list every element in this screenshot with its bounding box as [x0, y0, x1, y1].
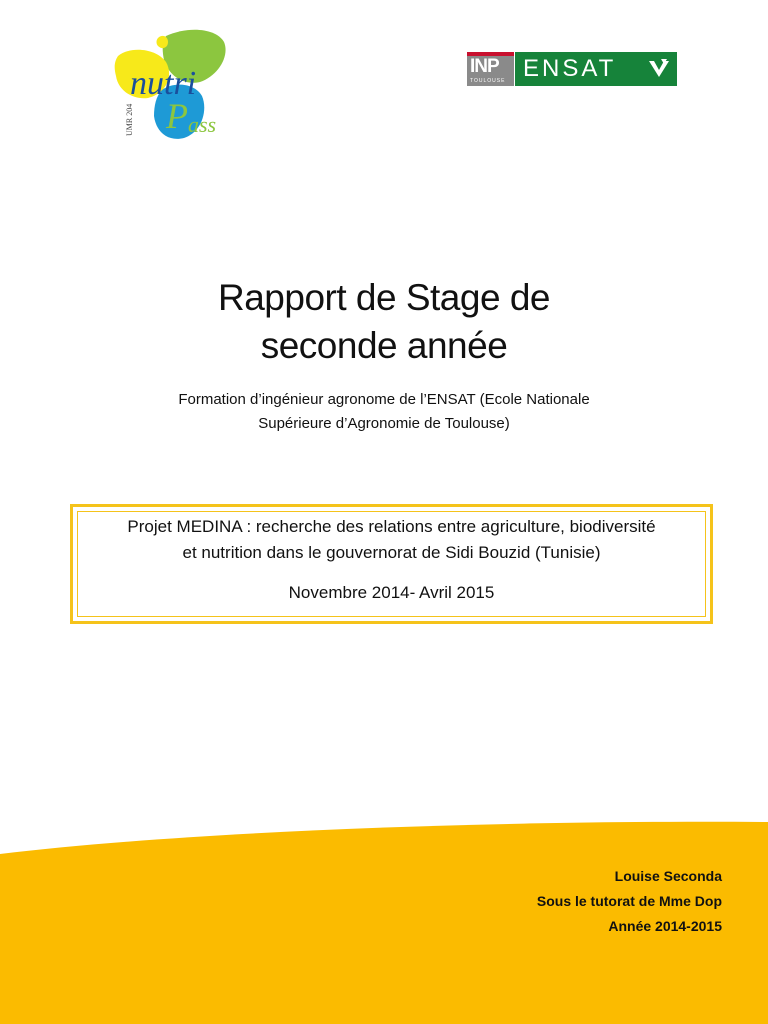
- nutri-word: nutri: [130, 65, 197, 102]
- project-line-2: et nutrition dans le gouvernorat de Sidi Bouzid (Tunisie): [182, 543, 601, 562]
- title-line-2: seconde année: [260, 325, 508, 366]
- inp-ensat-logo: [467, 52, 677, 86]
- pass-rest: ass: [188, 112, 217, 137]
- title-line-1: Rapport de Stage de: [218, 277, 550, 318]
- author-tutor: Sous le tutorat de Mme Dop: [536, 893, 722, 909]
- nutripass-logo: [108, 28, 248, 146]
- subtitle-line-1: Formation d’ingénieur agronome de l’ENSAT (Ecole Nationale: [178, 391, 590, 408]
- inp-sub-label: TOULOUSE: [470, 78, 506, 84]
- author-year: Année 2014-2015: [608, 918, 722, 934]
- author-name: Louise Seconda: [614, 868, 722, 884]
- formation-subtitle: [120, 388, 648, 436]
- subtitle-line-2: Supérieure d’Agronomie de Toulouse): [258, 415, 510, 432]
- project-dates: Novembre 2014- Avril 2015: [288, 583, 495, 602]
- ensat-leaf-icon: [647, 57, 671, 81]
- project-line-1: Projet MEDINA : recherche des relations entre agriculture, biodiversité: [127, 517, 656, 536]
- report-title: [0, 274, 768, 370]
- inp-label: INP: [470, 56, 499, 77]
- pass-initial: P: [166, 96, 188, 136]
- inp-block: [467, 52, 514, 86]
- project-box: [70, 504, 713, 624]
- ensat-block: [515, 52, 677, 86]
- author-block: [537, 864, 722, 939]
- ensat-label: ENSAT: [523, 55, 617, 82]
- nutripass-logo-art: [108, 28, 248, 146]
- umr-label: UMR 204: [125, 103, 134, 136]
